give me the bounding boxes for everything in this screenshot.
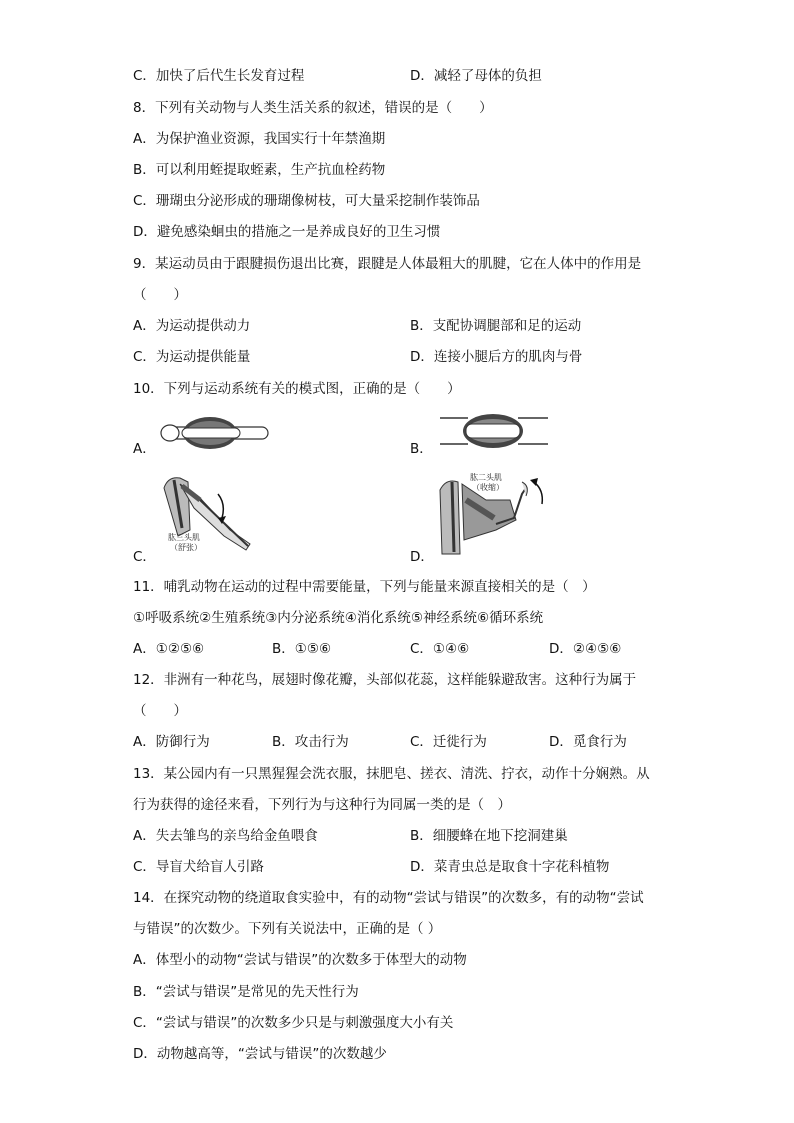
q12-stem: 12．非洲有一种花鸟，展翅时像花瓣，头部似花蕊，这样能躲避敌害。这种行为属于 <box>133 672 637 688</box>
q11-option-a: A．①②⑤⑥ <box>133 641 205 657</box>
q12-stem-paren: （ ） <box>133 703 187 719</box>
q10-figure-a <box>160 410 272 456</box>
q11-option-c: C．①④⑥ <box>410 641 470 657</box>
q14-option-a: A．体型小的动物“尝试与错误”的次数多于体型大的动物 <box>133 952 467 968</box>
q9-option-a: A．为运动提供动力 <box>133 318 251 334</box>
q14-option-b: B．“尝试与错误”是常见的先天性行为 <box>133 984 359 1000</box>
q9-stem: 9．某运动员由于跟腱损伤退出比赛，跟腱是人体最粗大的肌腱，它在人体中的作用是 <box>133 256 642 272</box>
q10-figC-label2: （舒张） <box>170 543 202 552</box>
q9-stem-paren: （ ） <box>133 287 187 303</box>
q14-option-c: C．“尝试与错误”的次数多少只是与刺激强度大小有关 <box>133 1015 454 1031</box>
q9-option-b: B．支配协调腿部和足的运动 <box>410 318 582 334</box>
q10-figD-label2: （收缩） <box>472 483 504 492</box>
q10-option-c: C． <box>133 549 156 565</box>
q11-stem: 11．哺乳动物在运动的过程中需要能量，下列与能量来源直接相关的是（ ） <box>133 579 596 595</box>
q12-option-c: C．迁徙行为 <box>410 734 487 750</box>
q8-option-b: B．可以利用蛭提取蛭素，生产抗血栓药物 <box>133 162 386 178</box>
q12-option-b: B．攻击行为 <box>272 734 349 750</box>
q11-option-b: B．①⑤⑥ <box>272 641 332 657</box>
q8-option-a: A．为保护渔业资源，我国实行十年禁渔期 <box>133 131 386 147</box>
q9-option-c: C．为运动提供能量 <box>133 349 251 365</box>
q13-stem-2: 行为获得的途径来看，下列行为与这种行为同属一类的是（ ） <box>133 797 511 813</box>
q10-option-a: A． <box>133 441 156 457</box>
q10-option-d: D． <box>410 549 434 565</box>
q10-figC-label1: 肱三头肌 <box>168 533 200 542</box>
q7-option-c: C．加快了后代生长发育过程 <box>133 68 305 84</box>
q14-stem-2: 与错误”的次数少。下列有关说法中，正确的是（ ） <box>133 921 442 937</box>
q10-figD-label1: 肱二头肌 <box>470 473 502 482</box>
q10-stem: 10．下列与运动系统有关的模式图，正确的是（ ） <box>133 381 461 397</box>
q10-option-b: B． <box>410 441 433 457</box>
q11-list: ①呼吸系统②生殖系统③内分泌系统④消化系统⑤神经系统⑥循环系统 <box>133 610 544 626</box>
q8-option-c: C．珊瑚虫分泌形成的珊瑚像树枝，可大量采挖制作装饰品 <box>133 193 480 209</box>
q14-stem: 14．在探究动物的绕道取食实验中，有的动物“尝试与错误”的次数多，有的动物“尝试 <box>133 890 644 906</box>
q13-stem: 13．某公园内有一只黑猩猩会洗衣服，抹肥皂、搓衣、清洗、拧衣，动作十分娴熟。从 <box>133 766 650 782</box>
q12-option-a: A．防御行为 <box>133 734 210 750</box>
q8-stem: 8．下列有关动物与人类生活关系的叙述，错误的是（ ） <box>133 100 493 116</box>
q8-option-d: D．避免感染蛔虫的措施之一是养成良好的卫生习惯 <box>133 224 441 240</box>
q11-option-d: D．②④⑤⑥ <box>549 641 622 657</box>
q14-option-d: D．动物越高等，“尝试与错误”的次数越少 <box>133 1046 387 1062</box>
q13-option-a: A．失去雏鸟的亲鸟给金鱼喂食 <box>133 828 318 844</box>
q13-option-c: C．导盲犬给盲人引路 <box>133 859 264 875</box>
q13-option-b: B．细腰蜂在地下挖洞建巢 <box>410 828 568 844</box>
q9-option-d: D．连接小腿后方的肌肉与骨 <box>410 349 583 365</box>
q12-option-d: D．觅食行为 <box>549 734 627 750</box>
q7-option-d: D．减轻了母体的负担 <box>410 68 542 84</box>
q10-figure-d <box>436 470 556 560</box>
q10-figure-b <box>438 408 550 456</box>
q13-option-d: D．菜青虫总是取食十字花科植物 <box>410 859 610 875</box>
q10-figure-c <box>160 470 260 558</box>
